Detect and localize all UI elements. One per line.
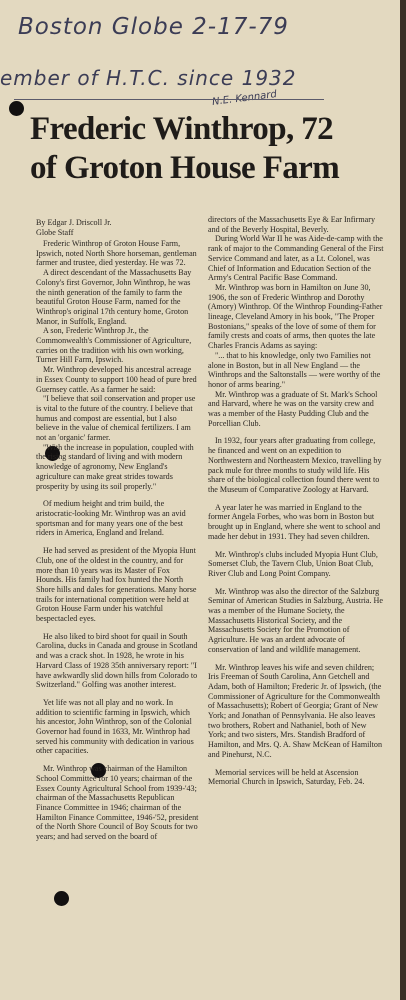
paragraph: "I believe that soil conservation and proper use is vital to the future of the country. I believe that humus and compost are essential, but I also believe in the value of chemical fertilizers. I am not an 'organic' farmer. <box>36 394 196 443</box>
paragraph: A son, Frederic Winthrop Jr., the Commonwealth's Commissioner of Agriculture, carries on the tradition with his own working, Turner Hill Farm, Ipswich. <box>36 326 192 365</box>
paragraph: Memorial services will be held at Ascension Memorial Church in Ipswich, Saturday, Feb. 24. <box>208 767 365 787</box>
punch-hole-top <box>9 101 24 116</box>
paragraph: During World War II he was Aide-de-camp with the rank of major to the Commanding General of the First Service Command and later, as a Lt. Colonel, was Chief of Information and Education Section of the Army's Central Pacific Base Command. <box>208 234 384 283</box>
article-headline <box>30 110 380 188</box>
paragraph: Frederic Winthrop of Groton House Farm, Ipswich, noted North Shore horseman, gentleman farmer and trustee, died yesterday. He was 72. <box>36 239 197 268</box>
headline-line-1: Frederic Winthrop, 72 <box>30 111 334 147</box>
paragraph: A year later he was married in England to the former Angela Forbes, who was born in Boston but brought up in England, where she went to school and made her debut in 1931. They had seven children. <box>208 502 381 541</box>
paragraph: He had served as president of the Myopia Hunt Club, one of the oldest in the country, and for more than 10 years was its Master of Fox Hounds. His family had fox hunted the North Shore hills and dales for generations. Many horse trails for international competition were held at Groton House Farm under his watchful bespectacled eyes. <box>36 546 197 624</box>
paragraph: "... that to his knowledge, only two Families not alone in Boston, but in all New England — the Winthrops and the Saltonstalls — were worthy of the honor of arms bearing." <box>208 350 381 389</box>
handwritten-source-note: Boston Globe 2-17-79 <box>18 14 289 40</box>
underline-rule <box>14 99 324 100</box>
paragraph: Mr. Winthrop was a graduate of St. Mark's School and Harvard, where he was on the varsity crew and was a member of the Hasty Pudding Club and the Porcellian Club. <box>208 389 378 428</box>
punch-hole-lower <box>54 891 69 906</box>
article-column-right <box>208 215 384 787</box>
paragraph: Mr. Winthrop leaves his wife and seven children; Iris Freeman of South Carolina, Ann Getchell and Adam, both of Hamilton; Frederic Jr. of Ipswich, (the Commissioner of Agriculture for the Commonwealth of Massachusetts); Robert of Georgia; Grant of New York; and Jonathan of Pennsylvania. He also leaves two brothers, Robert and Nathaniel, both of New York; and two sisters, Mrs. Standish Bradford of Hamilton, and Mrs. Q. A. Shaw McKean of Hamilton and Pinehurst, N.C. <box>208 662 382 759</box>
paragraph: Of medium height and trim build, the aristocratic-looking Mr. Winthrop was an avid sportsman and for many years one of the best riders in America, England and Ireland. <box>36 499 186 538</box>
paragraph: Mr. Winthrop developed his ancestral acreage in Essex County to support 100 head of pure bred Guernsey cattle. As a farmer he said: <box>36 365 197 394</box>
paragraph: "With the increase in population, coupled with the rising standard of living and with modern knowledge of agronomy, New England's agriculture can make great strides towards prosperity by using its soil properly." <box>36 442 194 491</box>
byline <box>36 218 199 238</box>
paragraph: Mr. Winthrop's clubs included Myopia Hunt Club, Somerset Club, the Tavern Club, Union Boat Club, River Club and Long Point Company. <box>208 549 378 578</box>
paragraph: Yet life was not all play and no work. In addition to scientific farming in Ipswich, which his ancestor, John Winthrop, son of the Colonial Governor had found in 1633, Mr. Winthrop had served his community with dedication in various other capacities. <box>36 697 194 756</box>
paragraph: A direct descendant of the Massachusetts Bay Colony's first Governor, John Winthrop, he was the ninth generation of the family to farm the beautiful Groton House Farm, named for the Winthrop's original 17th century home, Groton Manor, in Suffolk, England. <box>36 268 192 326</box>
article-column-left <box>36 218 199 842</box>
paragraph: Mr. Winthrop was chairman of the Hamilton School Committee for 10 years; chairman of the Essex County Agricultural School from 1939-'43; chairman of the Massachusetts Republican Finance Committee in 1946; chairman of the Hamilton Finance Committee, 1946-'52, president of the North Shore Council of Boy Scouts for two years; and had served on the board of <box>36 764 199 842</box>
handwritten-member-note: ember of H.T.C. since 1932 <box>0 66 297 90</box>
paragraph: Mr. Winthrop was born in Hamilton on June 30, 1906, the son of Frederic Winthrop and Dorothy (Amory) Winthrop. Of the Winthrop Founding-Father lineage, Cleveland Amory in his book, "The Proper Bostonians," speaks of the love of some of them for family crests and coats of arms, then quotes the late Charles Francis Adams as saying: <box>208 282 383 351</box>
clipping-edge <box>400 0 406 1000</box>
paragraph: directors of the Massachusetts Eye & Ear Infirmary and of the Beverly Hospital, Beverly. <box>208 215 375 234</box>
paragraph: He also liked to bird shoot for quail in South Carolina, ducks in Canada and grouse in Scotland and was a crack shot. In 1928, he wrote in his Harvard Class of 1928 35th anniversary report: "I have awkwardly slid down hills from Colorado to Switzerland." Golfing was another interest. <box>36 631 198 690</box>
paragraph: In 1932, four years after graduating from college, he financed and went on an expedition to Northwestern and Northeastern Mexico, travelling by pack mule for three months to study wild life. His share of the biological collection found there went to the Museum of Comparative Zoology at Harvard. <box>208 436 382 494</box>
paragraph: Mr. Winthrop was also the director of the Salzburg Seminar of American Studies in Salzburg, Austria. He was a member of the Humane Society, the Massachusetts Historical Society, and the Massachusetts Society for the Promotion of Agriculture. He was an ardent advocate of conservation of land and wildlife management. <box>208 586 383 654</box>
headline-line-2: of Groton House Farm <box>30 150 340 186</box>
byline-org: Globe Staff <box>36 228 74 237</box>
byline-name: By Edgar J. Driscoll Jr. <box>36 218 112 227</box>
handwritten-initials: N.E. Kennard <box>211 89 278 108</box>
